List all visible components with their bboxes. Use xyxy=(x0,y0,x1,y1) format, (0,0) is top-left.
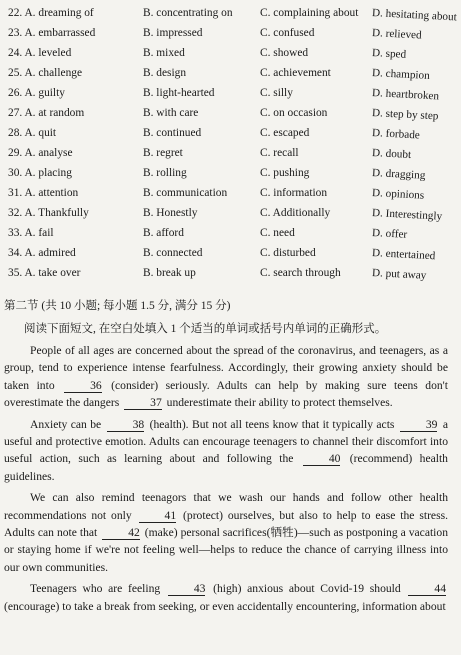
blank-42[interactable]: 42 xyxy=(102,527,140,540)
blank-40[interactable]: 40 xyxy=(303,453,341,466)
option-d: D. hesitating about xyxy=(371,7,458,24)
option-b: B. design xyxy=(143,67,187,79)
option-d: D. offer xyxy=(371,227,408,241)
option-d: D. doubt xyxy=(371,147,412,162)
blank-36[interactable]: 36 xyxy=(64,380,102,393)
passage-text: (recommend) health guidelines. xyxy=(4,452,448,483)
option-c: C. escaped xyxy=(260,127,310,139)
option-d: D. heartbroken xyxy=(371,87,440,103)
option-b: B. light-hearted xyxy=(143,87,215,99)
option-c: C. on occasion xyxy=(260,107,328,119)
section-instruction: 阅读下面短文, 在空白处填入 1 个适当的单词或括号内单词的正确形式。 xyxy=(24,323,387,335)
option-a: 32. A. Thankfully xyxy=(8,207,89,219)
option-c: C. disturbed xyxy=(260,247,316,259)
blank-43[interactable]: 43 xyxy=(168,583,206,596)
option-c: C. search through xyxy=(260,267,341,279)
option-b: B. mixed xyxy=(143,47,185,59)
option-d: D. step by step xyxy=(371,107,439,123)
option-a: 35. A. take over xyxy=(8,267,81,279)
option-c: C. complaining about xyxy=(260,7,359,19)
option-c: C. achievement xyxy=(260,67,331,79)
blank-41[interactable]: 41 xyxy=(139,510,177,523)
paragraph-2 xyxy=(4,416,448,486)
option-c: C. confused xyxy=(260,27,315,39)
multiple-choice-options xyxy=(4,4,458,284)
option-a: 25. A. challenge xyxy=(8,67,83,79)
option-b: B. rolling xyxy=(143,167,187,179)
option-d: D. forbade xyxy=(371,127,421,142)
passage-text: (health). But not all teens know that it typically acts xyxy=(146,417,398,431)
option-a: 27. A. at random xyxy=(8,107,85,119)
option-a: 23. A. embarrassed xyxy=(8,27,96,39)
question-row-34 xyxy=(4,244,458,264)
option-d: D. opinions xyxy=(371,187,425,202)
question-row-29 xyxy=(4,144,458,164)
option-b: B. impressed xyxy=(143,27,203,39)
question-row-28 xyxy=(4,124,458,144)
option-a: 34. A. admired xyxy=(8,247,76,259)
option-b: B. connected xyxy=(143,247,203,259)
option-c: C. silly xyxy=(260,87,293,99)
section-title: 第二节 (共 10 小题; 每小题 1.5 分, 满分 15 分) xyxy=(4,300,231,312)
paragraph-3 xyxy=(4,489,448,576)
question-row-25 xyxy=(4,64,458,84)
passage-text: (high) anxious about Covid-19 should xyxy=(207,582,407,596)
passage-text: (make) personal sacrifices(牺牲)—such as postponing a vacation or staying home if we're not feeling well—helps to reduce the chance of carrying illness into our own communities. xyxy=(4,526,448,574)
blank-38[interactable]: 38 xyxy=(107,419,145,432)
paragraph-1 xyxy=(4,342,448,412)
option-b: B. with care xyxy=(143,107,199,119)
passage-text: Teenagers who are feeling xyxy=(30,582,166,596)
option-a: 29. A. analyse xyxy=(8,147,73,159)
option-c: C. pushing xyxy=(260,167,310,179)
option-a: 26. A. guilty xyxy=(8,87,65,99)
option-d: D. sped xyxy=(371,47,407,61)
option-a: 22. A. dreaming of xyxy=(8,7,94,19)
option-b: B. concentrating on xyxy=(143,7,233,19)
cloze-passage xyxy=(4,342,448,619)
option-a: 24. A. leveled xyxy=(8,47,72,59)
option-d: D. dragging xyxy=(371,167,426,182)
blank-37[interactable]: 37 xyxy=(124,397,162,410)
option-c: C. need xyxy=(260,227,295,239)
blank-39[interactable]: 39 xyxy=(400,419,438,432)
option-c: C. information xyxy=(260,187,328,199)
question-row-27 xyxy=(4,104,458,124)
option-b: B. continued xyxy=(143,127,202,139)
option-c: C. Additionally xyxy=(260,207,331,219)
option-d: D. Interestingly xyxy=(371,207,443,223)
option-b: B. break up xyxy=(143,267,196,279)
question-row-32 xyxy=(4,204,458,224)
passage-text: Anxiety can be xyxy=(30,417,105,431)
passage-text: a useful and protective emotion. Adults can encourage teenagers to channel their discomfort into useful action, such as learning about and following the xyxy=(4,417,449,466)
option-d: D. relieved xyxy=(371,27,422,42)
passage-text: (protect) ourselves, but also to help to ease the stress. Adults can note that xyxy=(4,508,448,540)
option-b: B. communication xyxy=(143,187,228,199)
option-a: 33. A. fail xyxy=(8,227,54,239)
question-row-30 xyxy=(4,164,458,184)
option-a: 31. A. attention xyxy=(8,187,79,199)
passage-text: People of all ages are concerned about the spread of the coronavirus, and teenagers, as a group, tend to experience intense fearfulness. Accordingly, their growing anxiety should be taken into xyxy=(4,344,448,392)
passage-text: We can also remind teenagors that we wash our hands and follow other health recommendations not only xyxy=(4,491,448,522)
blank-44[interactable]: 44 xyxy=(408,583,446,596)
question-row-26 xyxy=(4,84,458,104)
option-a: 28. A. quit xyxy=(8,127,57,139)
option-d: D. put away xyxy=(371,267,427,282)
option-a: 30. A. placing xyxy=(8,167,72,179)
option-b: B. Honestly xyxy=(143,207,198,219)
passage-text: (encourage) to take a break from seeking, or even accidentally encountering, information about xyxy=(4,599,446,613)
option-d: D. champion xyxy=(371,67,431,83)
option-b: B. regret xyxy=(143,147,183,159)
option-c: C. recall xyxy=(260,147,299,159)
option-c: C. showed xyxy=(260,47,309,59)
question-row-33 xyxy=(4,224,458,244)
question-row-24 xyxy=(4,44,458,64)
option-b: B. afford xyxy=(143,227,184,239)
question-row-31 xyxy=(4,184,458,204)
option-d: D. entertained xyxy=(371,247,436,263)
question-row-23 xyxy=(4,24,458,44)
question-row-35 xyxy=(4,264,458,284)
passage-text: (consider) seriously. Adults can help by making sure teens don't overestimate the dangers xyxy=(4,378,448,410)
paragraph-4 xyxy=(4,580,448,615)
question-row-22 xyxy=(4,4,458,24)
passage-text: underestimate their ability to protect themselves. xyxy=(163,396,393,410)
